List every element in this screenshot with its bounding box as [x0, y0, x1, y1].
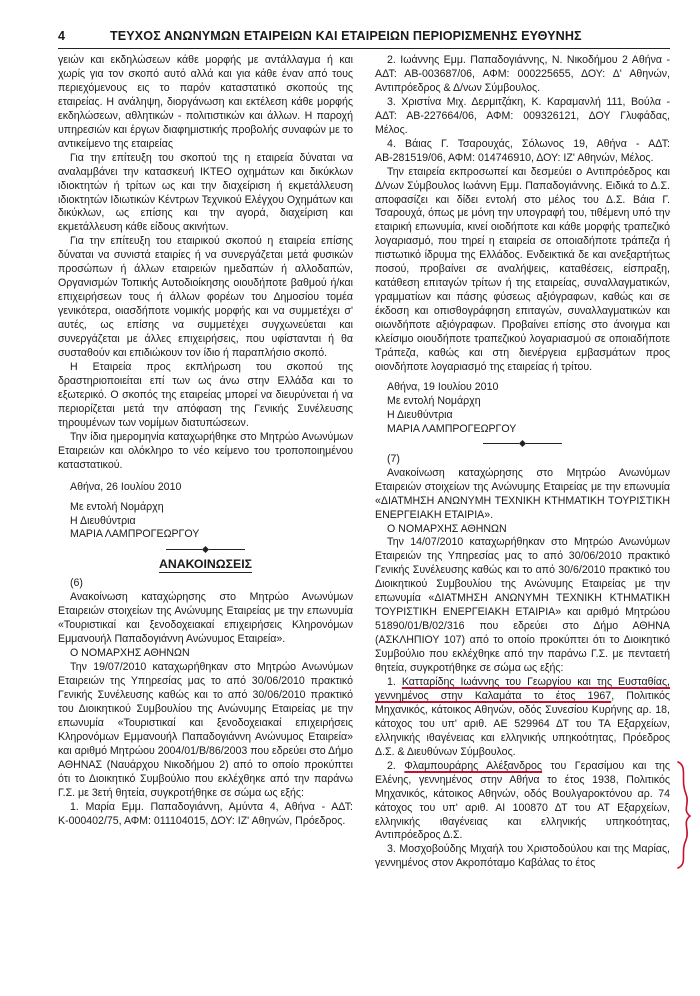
prefect-heading: Ο ΝΟΜΑΡΧΗΣ ΑΘΗΝΩΝ	[70, 647, 190, 660]
entry-number: 2.	[387, 759, 405, 772]
paragraph: 3. Μοσχοβούδης Μιχαήλ του Χριστοδούλου και της Μαρίας, γεννημένος στον Ακροπόταμο Καβάλας το έτος	[375, 843, 670, 870]
announcement-title: Ανακοίνωση καταχώρησης στο Μητρώο Ανωνύμων Εταιρειών στοιχείων της Ανώνυμης Εταιρείας με την επωνυμία «Τουριστικαί και ξενοδοχειακαί επιχειρήσεις Κληρονόμων Εμμανουήλ Παπαδογιάννη Ανώνυμος Εταιρεία».	[58, 591, 353, 646]
section-heading	[58, 558, 353, 572]
paragraph: Την ίδια ημερομηνία καταχωρήθηκε στο Μητρώο Ανωνύμων Εταιρειών και ολόκληρο το νέο κείμενο του τροποποιημένου καταστατικού.	[58, 430, 353, 471]
right-column	[375, 54, 670, 871]
highlighted-name-underline: Φλαμπουράρης Αλέξανδρος	[404, 759, 543, 772]
section-heading-text: ΑΝΑΚΟΙΝΩΣΕΙΣ	[158, 557, 253, 572]
highlighted-name-underline: Κατταρίδης Ιωάννης του Γεωργίου και της Ευσταθίας, γεννημένος στην Καλαμάτα το έτος 1967	[375, 675, 670, 702]
paragraph: Την εταιρεία εκπροσωπεί και δεσμεύει ο Αντιπρόεδρος και Δ/νων Σύμβουλος Ιωάννη Εμμ. Παπαδογιάννης. Ειδικά το Δ.Σ. αποφασίζει και δίδει εντολή στο μέλος του Δ.Σ. Βάια Γ. Τσαρουχά, όπως με μόνη την υπογραφή του, τιθέμενη υπό την εταιρική επωνυμία, κινεί οιοδήποτε και κάθε μορφής τραπεζικό λογαριασμό, που τηρεί η εταιρεία σε οποιαδήποτε τράπεζα ή πιστωτικό ίδρυμα της Ελλάδος. Ενδεικτικά δε και ανεξαρτήτως ποσού, προβαίνει σε αναλήψεις, καταθέσεις, είσπραξη, κατάθεση επιταγών τρίτων ή της εταιρείας, συναλλαγματικών, γραμματίων και πάσης φύσεως αξιόγραφων, καθώς και σε έκδοση και οπισθογράφηση επιταγών, συναλλαγματικών και οιωνδήποτε αξιόγραφων. Προβαίνει επίσης στο άνοιγμα και κλείσιμο οιουδήποτε τραπεζικού λογαριασμού σε οποιαδήποτε Τράπεζα, καθώς και στη διενέργεια εμβασμάτων προς οιονδήποτε λογαριασμό της εταιρείας ή τρίτου.	[375, 165, 670, 373]
header-title: ΤΕΥΧΟΣ ΑΝΩΝΥΜΩΝ ΕΤΑΙΡΕΙΩΝ ΚΑΙ ΕΤΑΙΡΕΙΩΝ ΠΕΡΙΟΡΙΣΜΕΝΗΣ ΕΥΘΥΝΗΣ	[110, 29, 582, 43]
red-handwritten-brace	[674, 760, 696, 870]
signature-line: Με εντολή Νομάρχη	[387, 394, 481, 407]
board-member-entry	[375, 760, 670, 844]
paragraph: 1. Μαρία Εμμ. Παπαδογιάννη, Αμύντα 4, Αθήνα - ΑΔΤ: Κ-000402/75, ΑΦΜ: 011104015, ΔΟΥ: ΙΖ' Αθηνών, Πρόεδρος.	[58, 800, 353, 827]
announcement-number: (6)	[70, 577, 83, 590]
section-divider-ornament	[375, 439, 670, 449]
left-column	[58, 54, 353, 871]
signatory-name: ΜΑΡΙΑ ΛΑΜΠΡΟΓΕΩΡΓΟΥ	[70, 528, 200, 541]
entry-number: 1.	[387, 675, 402, 688]
section-divider-ornament	[58, 544, 353, 554]
date-line: Αθήνα, 26 Ιουλίου 2010	[70, 480, 182, 493]
paragraph: 3. Χριστίνα Μιχ. Δερμιτζάκη, Κ. Καραμανλή 111, Βούλα - ΑΔΤ: ΑΒ-227664/06, ΑΦΜ: 009326121, ΔΟΥ Γλυφάδας, Μέλος.	[375, 95, 670, 136]
announcement-title: Ανακοίνωση καταχώρησης στο Μητρώο Ανωνύμων Εταιρειών στοιχείων της Ανώνυμης Εταιρείας με την επωνυμία «ΔΙΑΤΜΗΣΗ ΑΝΩΝΥΜΗ ΤΕΧΝΙΚΗ ΚΤΗΜΑΤΙΚΗ ΤΟΥΡΙΣΤΙΚΗ ΕΝΕΡΓΕΙΑΚΗ ΕΤΑΙΡΙΑ».	[375, 466, 670, 521]
signature-line: Η Διευθύντρια	[70, 514, 136, 527]
prefect-heading: Ο ΝΟΜΑΡΧΗΣ ΑΘΗΝΩΝ	[387, 522, 507, 535]
announcement-number: (7)	[387, 452, 400, 465]
signature-line: Η Διευθύντρια	[387, 408, 453, 421]
entry-text: , Πολιτικός Μηχανικός, κάτοικος Αθηνών, οδός Συνεσίου Κυρήνης αρ. 18, κάτοχος του υπ' αριθ. ΑΕ 529964 ΔΤ του ΤΑ Εξαρχείων, ελληνικής ιθαγένειας και ελληνικής υπηκοότητας, Πρόεδρος Δ.Σ. & Διευθύνων Σύμβουλος.	[375, 689, 670, 758]
paragraph: Για την επίτευξη του εταιρικού σκοπού η εταιρεία επίσης δύναται να συνιστά εταιρίες ή να συνεργάζεται μετά φυσικών προσώπων ή άλλων εταιρειών ημεδαπών ή αλλοδαπών, Οργανισμών Τοπικής Αυτοδιοίκησης οιουδήποτε βαθμού ή/και επιχειρήσεων τους ή άλλων φορέων του Δημοσίου τομέα γενικότερα, οιασδήποτε νομικής μορφής και να συμμετέχει σ' αυτές, ως επίσης να συμμετέχει συγχωνεύεται και συνεργάζεται με άλλες επιχειρήσεις, που υφίστανται ή θα συσταθούν και επιδιώκουν τον ίδιο ή παραπλήσιο σκοπό.	[58, 235, 353, 360]
paragraph: 4. Βάιας Γ. Τσαρουχάς, Σόλωνος 19, Αθήνα - ΑΔΤ: ΑΒ-281519/06, ΑΦΜ: 014746910, ΔΟΥ: ΙΖ' Αθηνών, Μέλος.	[375, 137, 670, 164]
paragraph: Η Εταιρεία προς εκπλήρωση του σκοπού της δραστηριοποιείται επί των ως άνω στην Ελλάδα και το εξωτερικό. Ο σκοπός της εταιρείας μπορεί να διευρύνεται ή να περιορίζεται μετά την απόφαση της Γενικής Συνέλευσης τηρουμένων των νομίμων διατυπώσεων.	[58, 360, 353, 429]
entry-text: του Γερασίμου και της Ελένης, γεννημένος στην Αθήνα το έτος 1938, Πολιτικός Μηχανικός, κάτοικος Αθηνών, οδός Βουλγαροκτόνου αρ. 74 κάτοχος του υπ' αριθ. ΑΙ 100870 ΔΤ του ΑΤ Εξαρχείων, ελληνικής ιθαγένειας και ελληνικής υπηκοότητας, Αντιπρόεδρος Δ.Σ.	[375, 759, 670, 842]
date-line: Αθήνα, 19 Ιουλίου 2010	[387, 380, 499, 393]
paragraph: γειών και εκδηλώσεων κάθε μορφής με αντάλλαγμα ή και χωρίς για τον σκοπό αυτό αλλά και για κάθε έναν από τους περιεχόμενους εις το παρόν καταστατικό σκοπούς της εταιρείας. Η ανάληψη, διοργάνωση και εκτέλεση κάθε μορφής εκδηλώσεων, αθλητικών - πολιτιστικών και άλλων. Η παροχή υπηρεσιών και έργων διαφημιστικής προβολής συναφών με το αντικείμενο της εταιρείας	[58, 54, 353, 150]
paragraph: 2. Ιωάννης Εμμ. Παπαδογιάννης, Ν. Νικοδήμου 2 Αθήνα - ΑΔΤ: ΑΒ-003687/06, ΑΦΜ: 000225655, ΔΟΥ: Δ' Αθηνών, Αντιπρόεδρος & Δ/νων Σύμβουλος.	[375, 54, 670, 94]
two-column-body	[58, 54, 670, 871]
paragraph: Για την επίτευξη του σκοπού της η εταιρεία δύναται να αναλαμβάνει την κατασκευή ΙΚΤΕΟ οχημάτων και δικύκλων ιδιοκτητών ή τρίτων ως και την διαχείριση ή εκμετάλλευση ιδιοκτητών Ιδιωτικών Κέντρων Τεχνικού Ελέγχου Οχημάτων και δικύκλων, ως επίσης και την αγορά, διαχείριση και εκμετάλλευση κάθε είδους ακινήτων.	[58, 151, 353, 234]
page-number: 4	[58, 29, 65, 43]
page-header	[58, 28, 670, 49]
paragraph: Την 19/07/2010 καταχωρήθηκαν στο Μητρώο Ανωνύμων Εταιρειών της Υπηρεσίας μας το από 30/06/2010 πρακτικό Γενικής Συνέλευσης καθώς και το από 30/06/2010 πρακτικό του Διοικητικού Συμβουλίου της Ανώνυμης Εταιρείας με την επωνυμία «Τουριστικαί και ξενοδοχειακαί επιχειρήσεις Κληρονόμων Εμμανουήλ Παπαδογιάννη Ανώνυμος Εταιρεία» και αριθμό Μητρώου 2004/01/Β/86/2003 που εδρεύει στο Δήμο ΑΘΗΝΑΣ (Ναυάρχου Νικοδήμου 2) από το οποίο προκύπτει ότι το Διοικητικό Συμβούλιο που εκλέχθηκε από την παράνω Γ.Σ. με 3ετή θητεία, συγκροτήθηκε σε σώμα ως εξής:	[58, 661, 353, 799]
board-member-entry	[375, 676, 670, 760]
signature-line: Με εντολή Νομάρχη	[70, 500, 164, 513]
signatory-name: ΜΑΡΙΑ ΛΑΜΠΡΟΓΕΩΡΓΟΥ	[387, 422, 517, 435]
paragraph: Την 14/07/2010 καταχωρήθηκαν στο Μητρώο Ανωνύμων Εταιρειών της Υπηρεσίας μας το από 30/06/2010 πρακτικό Γενικής Συνέλευσης καθώς και το από 30/6/2010 πρακτικό του Διοικητικού Συμβουλίου της Ανώνυμης Εταιρείας με την επωνυμία «ΔΙΑΤΜΗΣΗ ΑΝΩΝΥΜΗ ΤΕΧΝΙΚΗ ΚΤΗΜΑΤΙΚΗ ΤΟΥΡΙΣΤΙΚΗ ΕΝΕΡΓΕΙΑΚΗ ΕΤΑΙΡΙΑ» και αριθμό Μητρώου 51890/01/Β/02/316 που εδρεύει στο Δήμο ΑΘΗΝΑ (ΑΣΚΛΗΠΙΟΥ 107) από το οποίο προκύπτει ότι το Διοικητικό Συμβούλιο που εκλέχθηκε από την παράνω Γ.Σ. με πενταετή θητεία, συγκροτήθηκε σε σώμα ως εξής:	[375, 536, 670, 675]
